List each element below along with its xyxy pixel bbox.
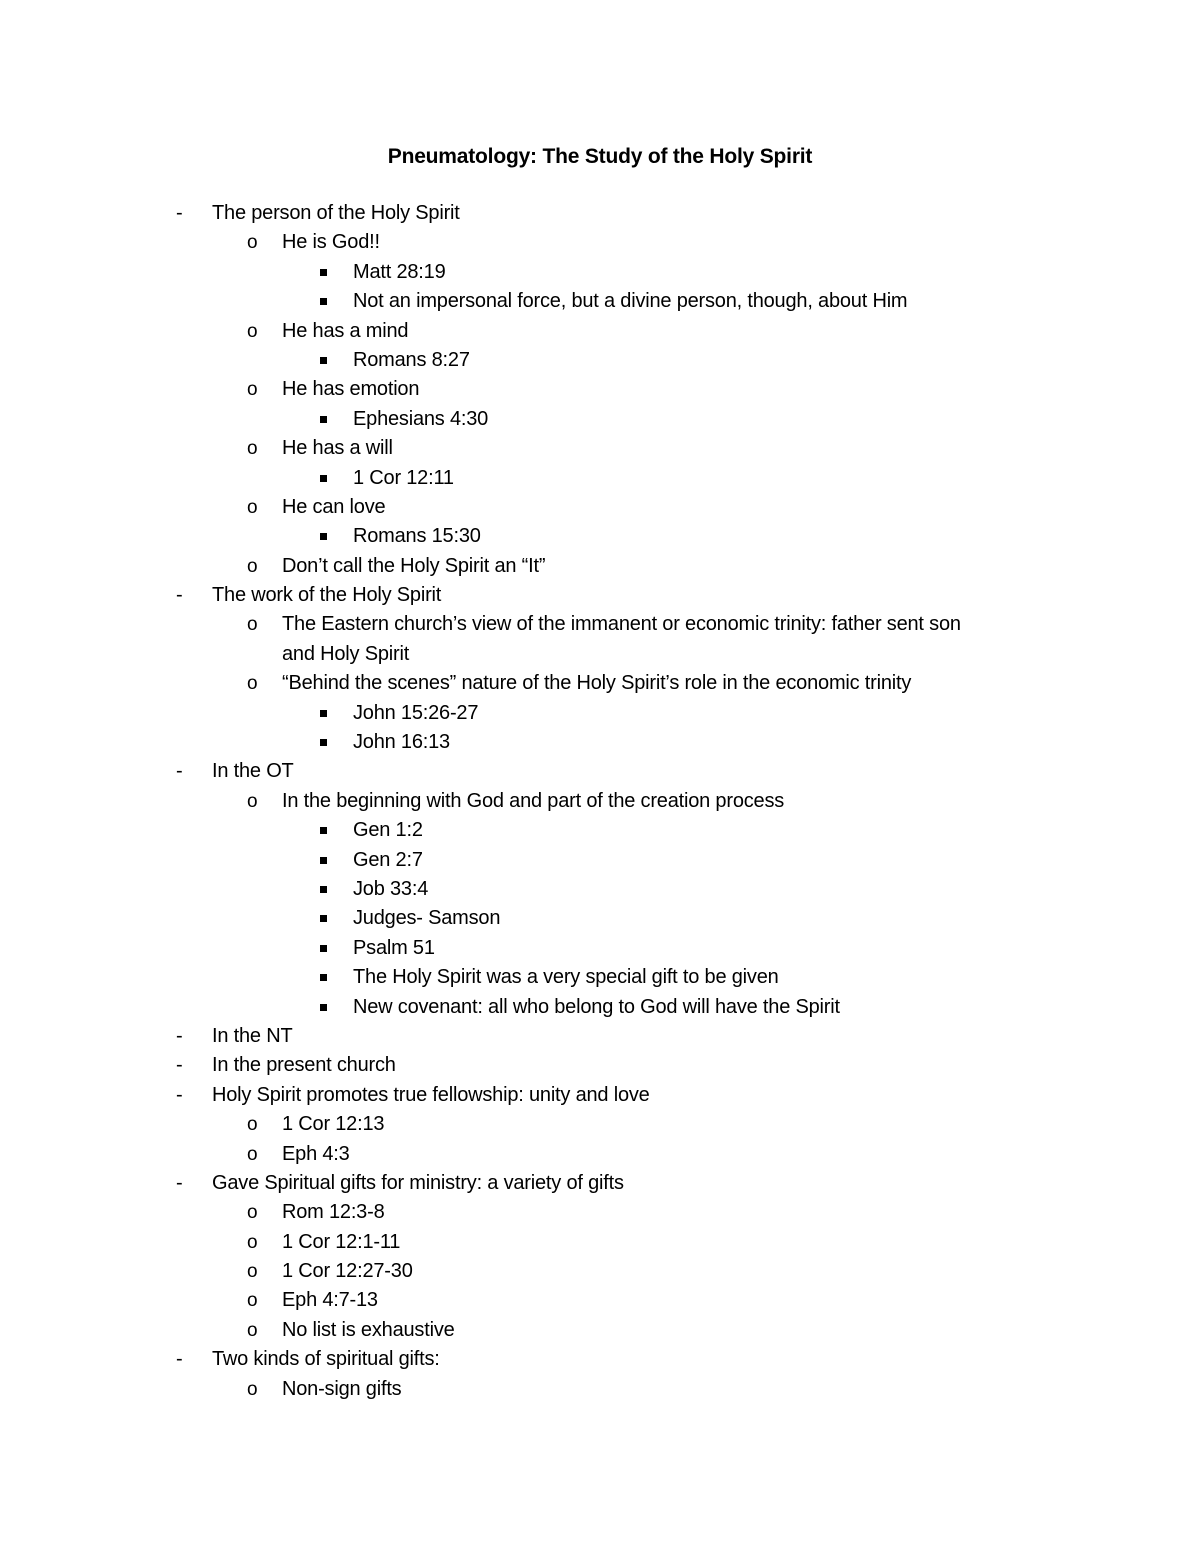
outline-item-level3 [0, 258, 1200, 287]
outline-item-level3 [0, 904, 1200, 933]
outline-item-text: Romans 15:30 [353, 525, 481, 548]
outline-item-level2 [0, 610, 1200, 639]
outline-item-text: He is God!! [282, 231, 380, 254]
outline-item-text: Rom 12:3-8 [282, 1201, 385, 1224]
outline-item-level3 [0, 963, 1200, 992]
outline-item-level1 [0, 1022, 1200, 1051]
outline-item-text: No list is exhaustive [282, 1318, 455, 1341]
circle-bullet: o [247, 1114, 258, 1136]
outline-item-level3 [0, 934, 1200, 963]
dash-bullet: - [176, 584, 183, 607]
circle-bullet: o [247, 555, 258, 577]
outline-item-level3 [0, 405, 1200, 434]
outline-item-level3 [0, 728, 1200, 757]
outline-item-level2 [0, 669, 1200, 698]
outline-item-level3 [0, 287, 1200, 316]
dash-bullet: - [176, 1054, 183, 1077]
outline-item-level2 [0, 317, 1200, 346]
outline-item-level2 [0, 787, 1200, 816]
outline-item-level2 [0, 1110, 1200, 1139]
outline-item-level3 [0, 846, 1200, 875]
outline-item-level1 [0, 1051, 1200, 1080]
circle-bullet: o [247, 1143, 258, 1165]
outline-item-level2 [0, 1228, 1200, 1257]
outline-item-level1 [0, 757, 1200, 786]
outline-item-text: He can love [282, 495, 386, 518]
page-title: Pneumatology: The Study of the Holy Spirit [387, 145, 813, 168]
outline-item-text: Job 33:4 [353, 877, 429, 900]
outline-item-text: Judges- Samson [353, 907, 501, 930]
outline-item-level1 [0, 1081, 1200, 1110]
outline-item-level3 [0, 464, 1200, 493]
outline-item-text: The person of the Holy Spirit [212, 202, 460, 224]
outline-item-level1 [0, 1169, 1200, 1198]
circle-bullet: o [247, 232, 258, 254]
outline-item-text: John 15:26-27 [353, 701, 479, 724]
outline-item-text: He has a mind [282, 319, 409, 342]
circle-bullet: o [247, 379, 258, 401]
outline-item-text: 1 Cor 12:11 [353, 466, 454, 489]
outline-item-text: In the present church [212, 1054, 396, 1077]
circle-bullet: o [247, 673, 258, 695]
outline-item-text: Eph 4:7-13 [282, 1289, 378, 1312]
outline-item-text: Not an impersonal force, but a divine person, though, about Him [353, 290, 908, 313]
outline-item-text: He has a will [282, 437, 393, 460]
outline-item-text: In the beginning with God and part of the creation process [282, 789, 785, 812]
outline-item-text: He has emotion [282, 378, 420, 401]
outline-item-text: Gen 2:7 [353, 848, 423, 871]
outline-item-text: Two kinds of spiritual gifts: [212, 1348, 440, 1371]
outline-item-level2 [0, 1286, 1200, 1315]
outline-item-level1 [0, 1345, 1200, 1374]
dash-bullet: - [176, 760, 183, 783]
outline-item-level2 [0, 493, 1200, 522]
circle-bullet: o [247, 1290, 258, 1312]
outline-item-level2 [0, 552, 1200, 581]
outline-item-text: Don’t call the Holy Spirit an “It” [282, 554, 546, 577]
outline-item-text: Romans 8:27 [353, 348, 470, 371]
outline-item-text: Gen 1:2 [353, 819, 423, 842]
circle-bullet: o [247, 320, 258, 342]
outline-item-text: In the NT [212, 1024, 293, 1047]
outline-item-level3 [0, 522, 1200, 551]
outline-item-text: Holy Spirit promotes true fellowship: unity and love [212, 1083, 650, 1106]
outline-item-level2 [0, 375, 1200, 404]
circle-bullet: o [247, 1261, 258, 1283]
outline-item-level2 [0, 228, 1200, 257]
outline-item-text: John 16:13 [353, 731, 450, 754]
outline-item-level3 [0, 346, 1200, 375]
dash-bullet: - [176, 1083, 183, 1106]
outline-item-text: The Holy Spirit was a very special gift to be given [353, 966, 779, 989]
outline-item-text: 1 Cor 12:27-30 [282, 1260, 413, 1283]
outline-item-text: Psalm 51 [353, 936, 435, 959]
outline-item-text: Matt 28:19 [353, 260, 446, 283]
outline-item-level3 [0, 816, 1200, 845]
outline-item-text: Ephesians 4:30 [353, 407, 489, 430]
dash-bullet: - [176, 1024, 183, 1047]
outline-item-level2 [0, 640, 1200, 669]
outline-item-text: The work of the Holy Spirit [212, 584, 442, 607]
outline-item-text: New covenant: all who belong to God will have the Spirit [353, 995, 840, 1018]
circle-bullet: o [247, 438, 258, 460]
outline-item-level2 [0, 1140, 1200, 1169]
circle-bullet: o [247, 496, 258, 518]
circle-bullet: o [247, 614, 258, 636]
circle-bullet: o [247, 1378, 258, 1400]
outline-item-level3 [0, 993, 1200, 1022]
dash-bullet: - [176, 1348, 183, 1371]
dash-bullet: - [176, 202, 183, 224]
outline-item-level2 [0, 1198, 1200, 1227]
outline-item-text: The Eastern church’s view of the immanent or economic trinity: father sent son [282, 613, 961, 636]
outline-item-level1 [0, 581, 1200, 610]
outline-item-text: “Behind the scenes” nature of the Holy Spirit’s role in the economic trinity [282, 672, 912, 695]
circle-bullet: o [247, 1319, 258, 1341]
circle-bullet: o [247, 1202, 258, 1224]
outline-item-level2 [0, 434, 1200, 463]
outline-item-level2 [0, 1316, 1200, 1345]
dash-bullet: - [176, 1171, 183, 1194]
outline-item-text: Eph 4:3 [282, 1142, 350, 1165]
outline-item-text: Non-sign gifts [282, 1377, 402, 1400]
outline-item-level3 [0, 699, 1200, 728]
outline-list [0, 199, 1200, 1404]
outline-item-level2 [0, 1257, 1200, 1286]
outline-item-text: In the OT [212, 760, 294, 783]
outline-item-level3 [0, 875, 1200, 904]
outline-item-level2 [0, 1375, 1200, 1404]
outline-item-text: and Holy Spirit [282, 642, 410, 665]
circle-bullet: o [247, 1231, 258, 1253]
outline-item-text: 1 Cor 12:1-11 [282, 1230, 401, 1253]
outline-item-text: 1 Cor 12:13 [282, 1113, 385, 1136]
circle-bullet: o [247, 790, 258, 812]
outline-item-text: Gave Spiritual gifts for ministry: a variety of gifts [212, 1171, 624, 1194]
outline-item-level1 [0, 199, 1200, 228]
